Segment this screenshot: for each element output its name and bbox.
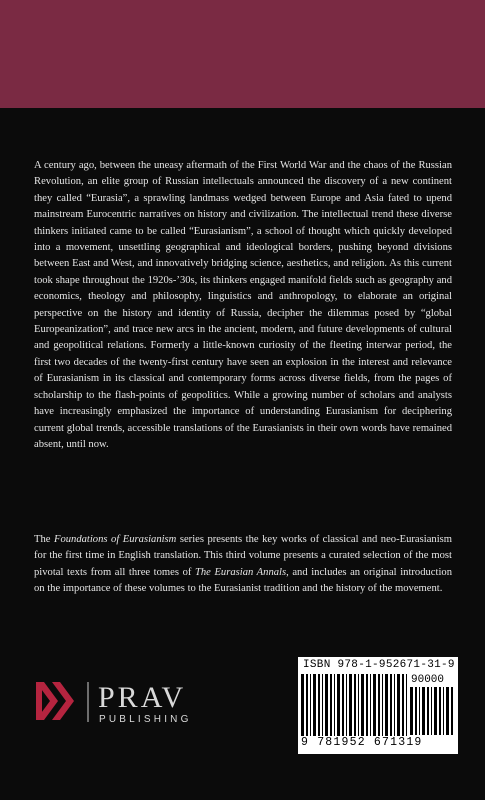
ean-digits: 9 781952 671319 — [301, 736, 423, 749]
barcode-bar — [313, 674, 316, 736]
barcode-bar — [419, 687, 420, 735]
isbn-text: ISBN 978-1-952671-31-9 — [303, 659, 455, 671]
barcode-bar — [434, 687, 437, 735]
barcode-bar — [439, 687, 441, 735]
blurb-paragraph-2 — [34, 532, 452, 598]
barcode-bar — [354, 674, 356, 736]
addon-barcode-bars — [410, 687, 454, 735]
barcode-bar — [358, 674, 359, 736]
publisher-subtitle: PUBLISHING — [99, 714, 192, 725]
barcode-bar — [382, 674, 383, 736]
logo-mark-icon — [36, 682, 74, 720]
top-color-band — [0, 0, 485, 108]
blurb-paragraph-1: A century ago, between the uneasy aftermath of the First World War and the chaos of the Russian Revolution, an elite group of Russian intellectuals announced the discovery of a new continent they called “Eurasia”, a sprawling landmass wedged between Europe and Asia fated to upend mainstream Eurocentric narratives on history and civilization. The intellectual trend these diverse thinkers initiated came to be called “Eurasianism”, a school of thought which quickly developed into a movement, unsettling geographical and ideological borders, pushing beyond divisions between East and West, and innovatively bridging science, aesthetics, and religion. As this current took shape throughout the 1920s-’30s, its thinkers engaged manifold fields such as geography and economics, theology and philosophy, linguistics and anthropology, to elaborate an original perspective on the history and identity of Russia, decipher the dilemmas posed by “global Europeanization”, and trace new arcs in the ancient, modern, and future developments of cultural and geopolitical relations. Formerly a little-known curiosity of the fleeting interwar period, the first two decades of the twenty-first century have seen an explosion in the interest and relevance of Eurasianism in its classical and contemporary forms across diverse fields, from the pages of scholarship to the flash-points of geopolitics. While a growing number of scholars and analysts have increasingly emphasized the importance of understanding Eurasianism for deciphering current global trends, accessible translations of the Eurasianists in their own words have remained absent, until now. — [34, 160, 452, 450]
series-title: Foundations of Eurasianism — [53, 534, 177, 545]
barcode-bar — [334, 674, 335, 736]
barcode-bar — [325, 674, 328, 736]
p2-text-start: The — [34, 534, 54, 545]
barcode-bar — [318, 674, 320, 736]
barcode-bar — [397, 674, 400, 736]
publisher-name: PRAV — [98, 681, 187, 714]
barcode-bar — [451, 687, 453, 735]
barcode-bar — [443, 687, 444, 735]
barcode-bar — [361, 674, 364, 736]
barcode-bar — [349, 674, 352, 736]
barcode-bar — [322, 674, 323, 736]
barcode-bar — [373, 674, 376, 736]
barcode-bar — [370, 674, 371, 736]
barcode-bar — [366, 674, 368, 736]
barcode-bar — [301, 674, 304, 736]
barcode-bar — [337, 674, 340, 736]
barcode-bar — [410, 687, 413, 735]
barcode-bar — [385, 674, 388, 736]
barcode-bar — [330, 674, 332, 736]
publisher-logo — [30, 676, 250, 726]
barcode-bar — [346, 674, 347, 736]
barcode-bar — [422, 687, 425, 735]
price-addon-digits: 90000 — [411, 674, 445, 686]
barcode-bar — [378, 674, 380, 736]
barcode-bar — [306, 674, 308, 736]
barcode-bar — [390, 674, 392, 736]
book-title-annals: The Eurasian Annals — [194, 566, 287, 578]
barcode-bar — [342, 674, 344, 736]
barcode-bar — [427, 687, 429, 735]
p2-text-middle: series presents the key works of classical and neo-Eurasianism for the first time in English translation. This third volume presents a curated selection of the most pivotal texts from all three tomes of — [34, 534, 452, 578]
barcode-bar — [431, 687, 432, 735]
ean-barcode-bars — [301, 674, 407, 736]
p2-text-end: , and includes an original introduction on the importance of these volumes to the Eurasianist tradition and the history of the movement. — [34, 566, 452, 595]
barcode-bar — [402, 674, 404, 736]
barcode-bar — [415, 687, 417, 735]
barcode-bar — [446, 687, 449, 735]
barcode-bar — [310, 674, 311, 736]
barcode-bar — [394, 674, 395, 736]
barcode-bar — [406, 674, 407, 736]
isbn-barcode — [298, 657, 458, 754]
